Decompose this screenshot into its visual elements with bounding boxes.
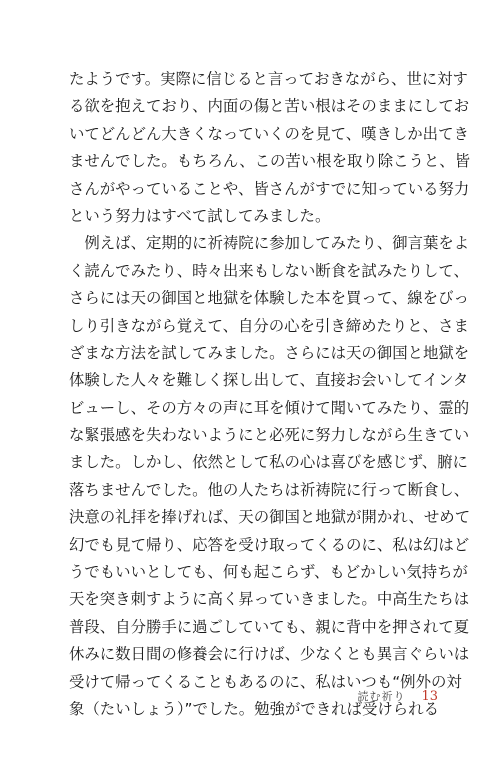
text-line: しり引きながら覚えて、自分の心を引き締めたりと、さま (69, 316, 469, 335)
text-line: く読んでみたり、時々出来もしない断食を試みたりして、 (69, 261, 469, 280)
text-line: 決意の礼拝を捧げれば、天の御国と地獄が開かれ、せめて (69, 508, 471, 527)
page-number: 13 (421, 689, 438, 704)
text-line: 普段、自分勝手に過ごしていても、親に背中を押されて夏 (69, 617, 470, 636)
text-line: たようです。実際に信じると言っておきながら、世に対す (69, 70, 468, 88)
text-line: 幻でも見て帰り、応答を受け取ってくるのに、私は幻はど (69, 535, 470, 554)
text-line: さんがやっていることや、皆さんがすでに知っている努力 (69, 179, 470, 198)
text-line: ませんでした。もちろん、この苦い根を取り除こうと、皆 (69, 152, 471, 171)
text-line: ビューし、その方々の声に耳を傾けて聞いてみたり、霊的 (69, 398, 470, 417)
body-text (69, 66, 471, 723)
text-line: という努力はすべて試してみました。 (69, 206, 331, 225)
text-line: 受けて帰ってくることもあるのに、私はいつも“例外の対 (69, 672, 462, 691)
text-line: うでもいいとしても、何も起こらず、もどかしい気持ちが (69, 563, 468, 582)
text-line: る欲を抱えており、内面の傷と苦い根はそのままにしてお (69, 97, 470, 116)
text-line: 象（たいしょう）”でした。勉強ができれば受けられる (69, 699, 439, 718)
text-line: 体験した人々を難しく探し出して、直接お会いしてインタ (69, 371, 469, 390)
running-head: 読む祈り (357, 690, 406, 703)
text-line: 例えば、定期的に祈祷院に参加してみたり、御言葉をよ (69, 234, 470, 253)
text-line: さらには天の御国と地獄を体験した本を買って、線をびっ (69, 289, 469, 308)
page-footer (357, 688, 438, 704)
text-line: 休みに数日間の修養会に行けば、少なくとも異言ぐらいは (69, 645, 470, 664)
text-line: 落ちませんでした。他の人たちは祈祷院に行って断食し、 (69, 480, 470, 499)
text-line: ざまな方法を試してみました。さらには天の御国と地獄を (69, 343, 470, 362)
text-line: 天を突き刺すように高く昇っていきました。中高生たちは (69, 590, 470, 609)
text-line: な緊張感を失わないようにと必死に努力しながら生きてい (69, 426, 470, 445)
text-line: いてどんどん大きくなっていくのを見て、嘆きしか出てき (69, 124, 469, 143)
text-line: ました。しかし、依然として私の心は喜びを感じず、腑に (69, 453, 468, 472)
